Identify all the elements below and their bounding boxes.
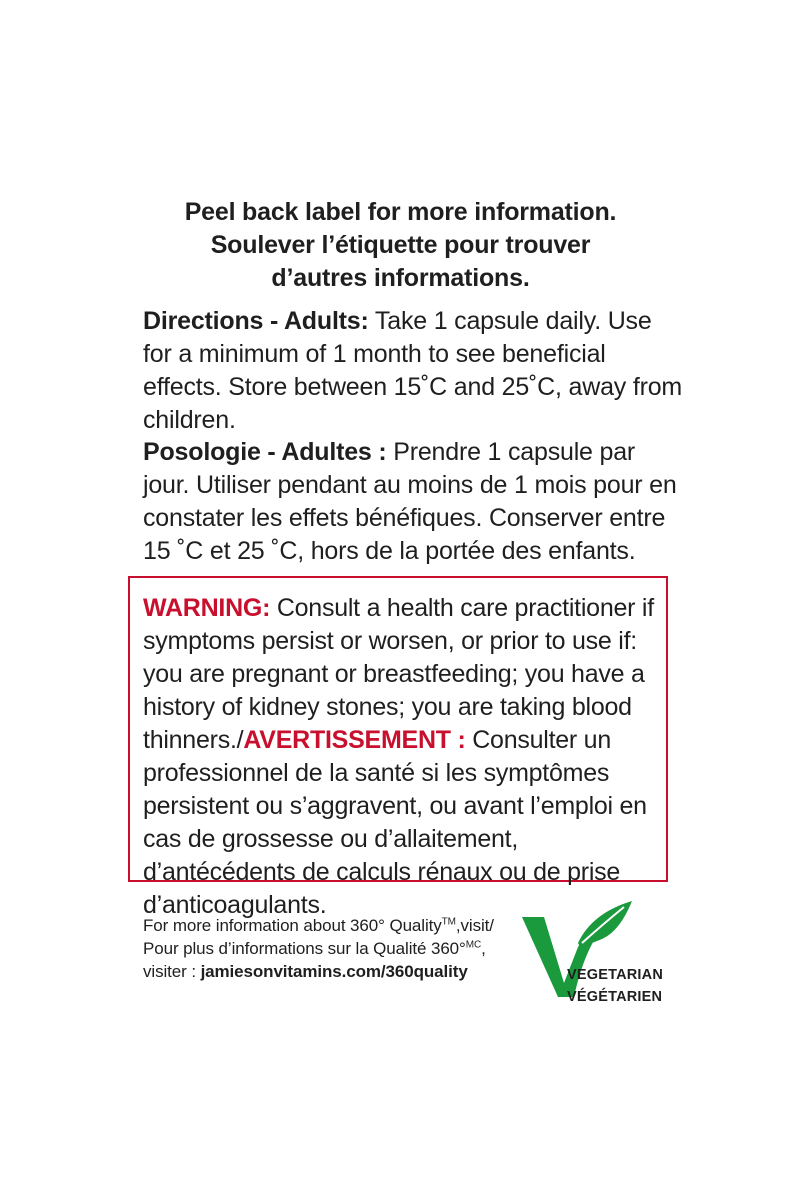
quality-info-line-3 [143,960,513,983]
quality-info-line-1-text: For more information about 360° Quality [143,916,442,935]
posologie-text: Prendre 1 capsule par jour. Utiliser pendant au moins de 1 mois pour en constater les effets bénéfiques. Conserver entre 15 ˚C et 25 ˚C, hors de la portée des enfants. [143,438,677,565]
posologie-paragraph [143,436,683,568]
directions-label: Directions - Adults: [143,307,369,335]
peel-back-notice [0,196,801,295]
directions-text: Take 1 capsule daily. Use for a minimum of 1 month to see beneficial effects. Store between 15˚C and 25˚C, away from children. [143,307,683,434]
trademark-sup: TM [441,916,456,928]
vegetarian-label-fr: VÉGÉTARIEN [567,989,663,1005]
warning-label-fr: AVERTISSEMENT : [243,726,466,754]
peel-back-line-2: Soulever l’étiquette pour trouver [210,231,591,259]
quality-info [143,914,513,983]
quality-info-line-1 [143,914,513,937]
quality-url-link[interactable]: jamiesonvitamins.com/360quality [200,962,468,981]
warning-label-en: WARNING: [143,594,271,622]
peel-back-line-3: d’autres informations. [271,264,530,292]
marque-sup: MC [465,939,482,951]
quality-info-line-2 [143,937,513,960]
vegetarian-label-en: VEGETARIAN [567,967,663,983]
quality-info-line-3-prefix: visiter : [143,962,201,981]
warning-text-fr: Consulter un professionnel de la santé si les symptômes persistent ou s’aggravent, ou avant l’emploi en cas de grossesse ou d’allaitement, d’antécédents de calculs rénaux ou de prise d’anticoagulants. [143,726,647,919]
peel-back-line-1: Peel back label for more information. [184,198,617,226]
quality-info-line-1-end: ,visit/ [455,916,494,935]
quality-info-line-2-end: , [481,939,486,958]
quality-info-line-2-text: Pour plus d’informations sur la Qualité 360° [143,939,466,958]
directions-paragraph [143,305,683,437]
vegetarian-label [567,964,663,1008]
warning-text-en: Consult a health care practitioner if symptoms persist or worsen, or prior to use if: you are pregnant or breastfeeding; you have a history of kidney stones; you are taking blood thinners./ [143,594,654,754]
warning-box [128,576,668,919]
posologie-label: Posologie - Adultes : [143,438,387,466]
